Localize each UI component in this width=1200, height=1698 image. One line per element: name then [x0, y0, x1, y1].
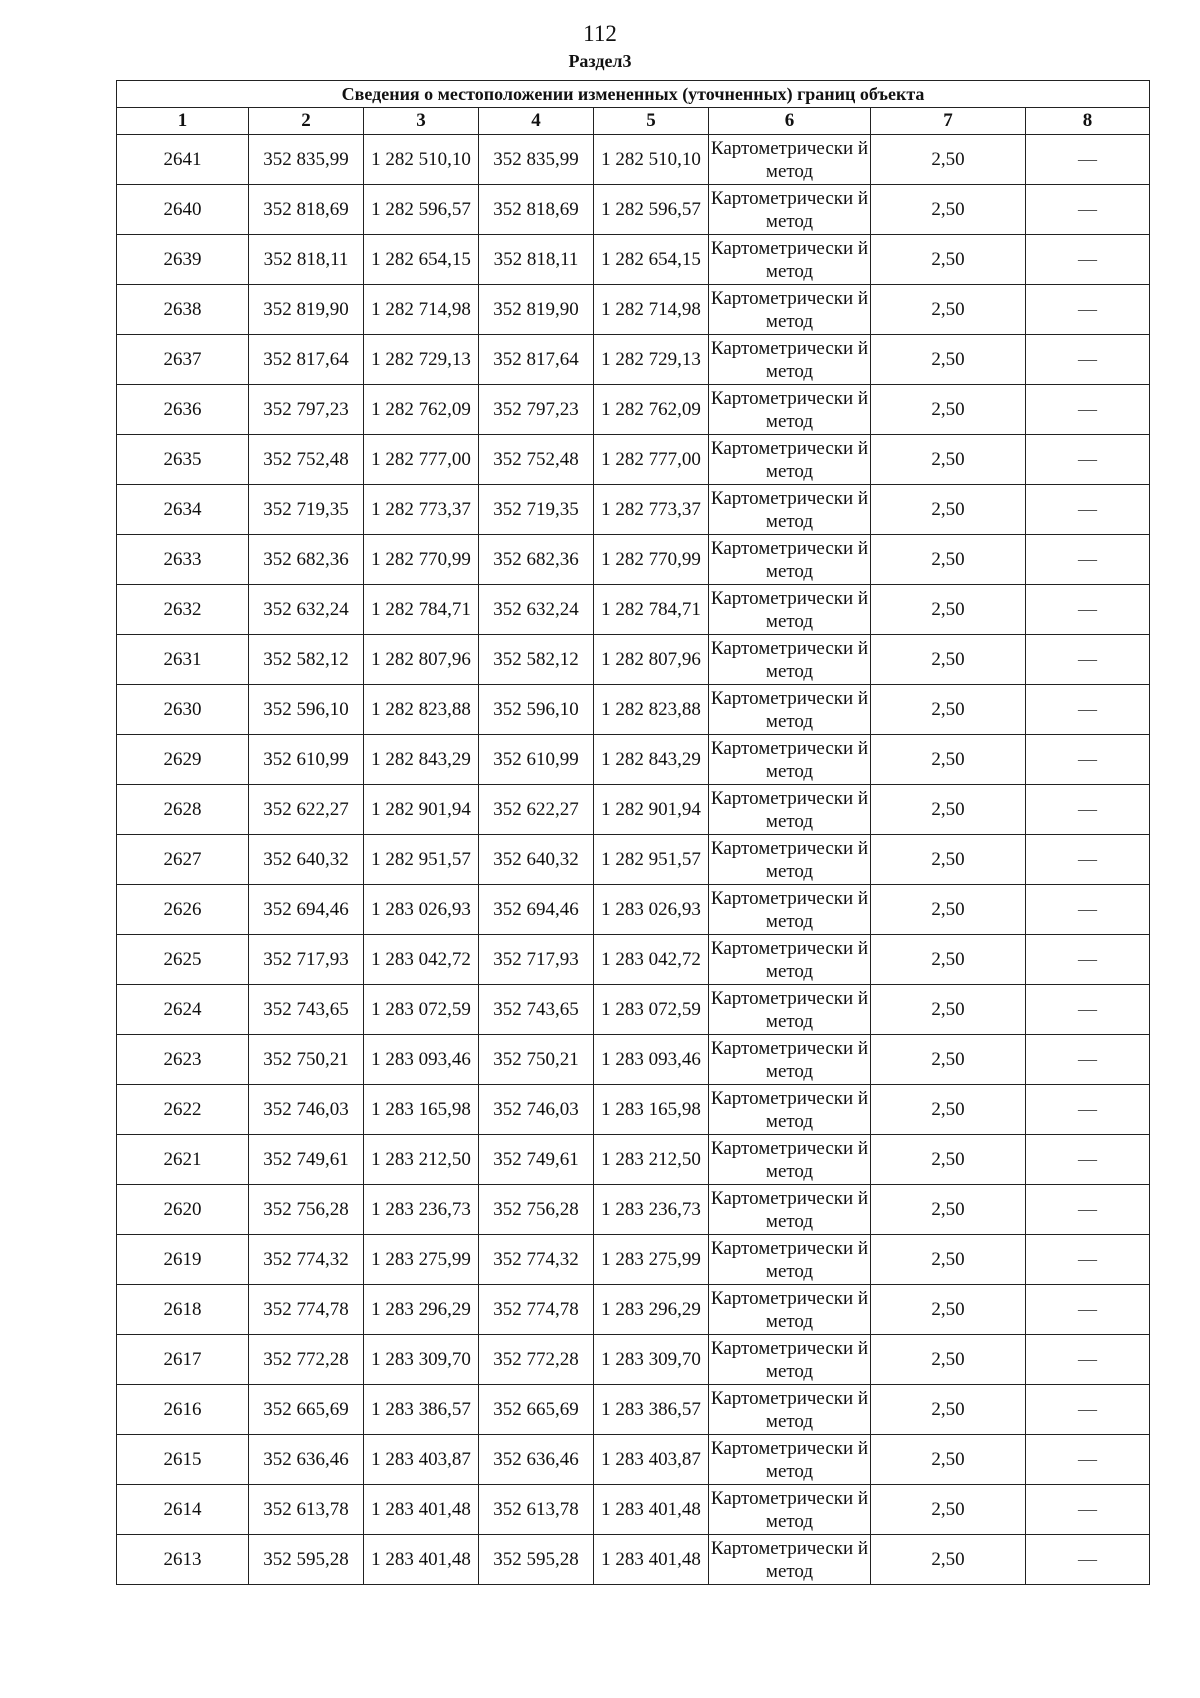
accuracy-cell: 2,50 — [871, 1085, 1026, 1135]
method-cell: Картометрически й метод — [709, 1385, 871, 1435]
y-new-cell: 1 283 026,93 — [594, 885, 709, 935]
y-old-cell: 1 283 212,50 — [364, 1135, 479, 1185]
x-old-cell: 352 622,27 — [249, 785, 364, 835]
y-new-cell: 1 282 784,71 — [594, 585, 709, 635]
point-number-cell: 2631 — [117, 635, 249, 685]
y-new-cell: 1 282 596,57 — [594, 185, 709, 235]
column-header: 4 — [479, 108, 594, 135]
y-new-cell: 1 282 729,13 — [594, 335, 709, 385]
accuracy-cell: 2,50 — [871, 1135, 1026, 1185]
method-cell: Картометрически й метод — [709, 935, 871, 985]
x-old-cell: 352 752,48 — [249, 435, 364, 485]
x-old-cell: 352 756,28 — [249, 1185, 364, 1235]
x-new-cell: 352 835,99 — [479, 135, 594, 185]
method-cell: Картометрически й метод — [709, 135, 871, 185]
point-number-cell: 2636 — [117, 385, 249, 435]
table-row — [117, 385, 1150, 435]
x-old-cell: 352 835,99 — [249, 135, 364, 185]
x-new-cell: 352 682,36 — [479, 535, 594, 585]
y-old-cell: 1 282 807,96 — [364, 635, 479, 685]
point-number-cell: 2629 — [117, 735, 249, 785]
y-old-cell: 1 283 296,29 — [364, 1285, 479, 1335]
y-new-cell: 1 283 165,98 — [594, 1085, 709, 1135]
table-row — [117, 1085, 1150, 1135]
y-old-cell: 1 283 026,93 — [364, 885, 479, 935]
accuracy-cell: 2,50 — [871, 685, 1026, 735]
accuracy-cell: 2,50 — [871, 1235, 1026, 1285]
method-cell: Картометрически й метод — [709, 585, 871, 635]
accuracy-cell: 2,50 — [871, 1035, 1026, 1085]
x-new-cell: 352 582,12 — [479, 635, 594, 685]
table-row — [117, 1285, 1150, 1335]
y-old-cell: 1 282 773,37 — [364, 485, 479, 535]
point-number-cell: 2634 — [117, 485, 249, 535]
x-old-cell: 352 596,10 — [249, 685, 364, 735]
x-new-cell: 352 746,03 — [479, 1085, 594, 1135]
x-old-cell: 352 582,12 — [249, 635, 364, 685]
accuracy-cell: 2,50 — [871, 1185, 1026, 1235]
table-row — [117, 435, 1150, 485]
description-cell: — — [1026, 435, 1150, 485]
method-cell: Картометрически й метод — [709, 1485, 871, 1535]
point-number-cell: 2618 — [117, 1285, 249, 1335]
description-cell: — — [1026, 335, 1150, 385]
y-old-cell: 1 282 729,13 — [364, 335, 479, 385]
accuracy-cell: 2,50 — [871, 1435, 1026, 1485]
y-old-cell: 1 283 309,70 — [364, 1335, 479, 1385]
x-new-cell: 352 632,24 — [479, 585, 594, 635]
x-old-cell: 352 750,21 — [249, 1035, 364, 1085]
description-cell: — — [1026, 1185, 1150, 1235]
description-cell: — — [1026, 1135, 1150, 1185]
y-new-cell: 1 283 072,59 — [594, 985, 709, 1035]
x-new-cell: 352 610,99 — [479, 735, 594, 785]
accuracy-cell: 2,50 — [871, 985, 1026, 1035]
y-old-cell: 1 283 093,46 — [364, 1035, 479, 1085]
boundary-coordinates-table — [116, 80, 1150, 1585]
description-cell: — — [1026, 285, 1150, 335]
x-new-cell: 352 694,46 — [479, 885, 594, 935]
point-number-cell: 2638 — [117, 285, 249, 335]
point-number-cell: 2625 — [117, 935, 249, 985]
column-header: 3 — [364, 108, 479, 135]
x-old-cell: 352 682,36 — [249, 535, 364, 585]
table-row — [117, 1135, 1150, 1185]
description-cell: — — [1026, 685, 1150, 735]
y-new-cell: 1 282 777,00 — [594, 435, 709, 485]
y-new-cell: 1 282 773,37 — [594, 485, 709, 535]
description-cell: — — [1026, 635, 1150, 685]
y-old-cell: 1 282 823,88 — [364, 685, 479, 735]
y-new-cell: 1 282 714,98 — [594, 285, 709, 335]
x-new-cell: 352 818,11 — [479, 235, 594, 285]
description-cell: — — [1026, 1385, 1150, 1435]
description-cell: — — [1026, 935, 1150, 985]
column-header: 1 — [117, 108, 249, 135]
method-cell: Картометрически й метод — [709, 385, 871, 435]
y-old-cell: 1 282 777,00 — [364, 435, 479, 485]
method-cell: Картометрически й метод — [709, 1435, 871, 1485]
y-old-cell: 1 283 072,59 — [364, 985, 479, 1035]
table-row — [117, 1335, 1150, 1385]
y-new-cell: 1 283 403,87 — [594, 1435, 709, 1485]
y-old-cell: 1 283 401,48 — [364, 1485, 479, 1535]
method-cell: Картометрически й метод — [709, 485, 871, 535]
y-new-cell: 1 282 823,88 — [594, 685, 709, 735]
method-cell: Картометрически й метод — [709, 985, 871, 1035]
point-number-cell: 2637 — [117, 335, 249, 385]
table-row — [117, 1535, 1150, 1585]
method-cell: Картометрически й метод — [709, 885, 871, 935]
x-old-cell: 352 797,23 — [249, 385, 364, 435]
point-number-cell: 2623 — [117, 1035, 249, 1085]
y-new-cell: 1 283 401,48 — [594, 1535, 709, 1585]
point-number-cell: 2615 — [117, 1435, 249, 1485]
method-cell: Картометрически й метод — [709, 1035, 871, 1085]
point-number-cell: 2616 — [117, 1385, 249, 1435]
table-row — [117, 235, 1150, 285]
table-row — [117, 635, 1150, 685]
accuracy-cell: 2,50 — [871, 1335, 1026, 1385]
x-old-cell: 352 818,11 — [249, 235, 364, 285]
x-new-cell: 352 818,69 — [479, 185, 594, 235]
y-old-cell: 1 282 901,94 — [364, 785, 479, 835]
table-row — [117, 885, 1150, 935]
page-number: 112 — [583, 21, 617, 46]
accuracy-cell: 2,50 — [871, 335, 1026, 385]
method-cell: Картометрически й метод — [709, 635, 871, 685]
accuracy-cell: 2,50 — [871, 585, 1026, 635]
x-old-cell: 352 817,64 — [249, 335, 364, 385]
x-new-cell: 352 750,21 — [479, 1035, 594, 1085]
table-row — [117, 685, 1150, 735]
point-number-cell: 2620 — [117, 1185, 249, 1235]
y-new-cell: 1 282 843,29 — [594, 735, 709, 785]
y-new-cell: 1 283 401,48 — [594, 1485, 709, 1535]
accuracy-cell: 2,50 — [871, 935, 1026, 985]
y-new-cell: 1 283 309,70 — [594, 1335, 709, 1385]
y-old-cell: 1 282 843,29 — [364, 735, 479, 785]
x-old-cell: 352 640,32 — [249, 835, 364, 885]
x-old-cell: 352 636,46 — [249, 1435, 364, 1485]
description-cell: — — [1026, 1035, 1150, 1085]
table-row — [117, 735, 1150, 785]
y-new-cell: 1 282 510,10 — [594, 135, 709, 185]
method-cell: Картометрически й метод — [709, 685, 871, 735]
table-row — [117, 835, 1150, 885]
y-new-cell: 1 283 093,46 — [594, 1035, 709, 1085]
x-old-cell: 352 595,28 — [249, 1535, 364, 1585]
y-old-cell: 1 283 165,98 — [364, 1085, 479, 1135]
y-new-cell: 1 283 212,50 — [594, 1135, 709, 1185]
y-old-cell: 1 283 042,72 — [364, 935, 479, 985]
description-cell: — — [1026, 1285, 1150, 1335]
table-row — [117, 585, 1150, 635]
column-header: 5 — [594, 108, 709, 135]
accuracy-cell: 2,50 — [871, 835, 1026, 885]
method-cell: Картометрически й метод — [709, 1335, 871, 1385]
point-number-cell: 2641 — [117, 135, 249, 185]
x-new-cell: 352 819,90 — [479, 285, 594, 335]
description-cell: — — [1026, 785, 1150, 835]
table-row — [117, 285, 1150, 335]
point-number-cell: 2624 — [117, 985, 249, 1035]
point-number-cell: 2628 — [117, 785, 249, 835]
method-cell: Картометрически й метод — [709, 1285, 871, 1335]
x-new-cell: 352 636,46 — [479, 1435, 594, 1485]
y-old-cell: 1 282 654,15 — [364, 235, 479, 285]
point-number-cell: 2621 — [117, 1135, 249, 1185]
x-old-cell: 352 610,99 — [249, 735, 364, 785]
accuracy-cell: 2,50 — [871, 1535, 1026, 1585]
accuracy-cell: 2,50 — [871, 535, 1026, 585]
y-new-cell: 1 283 386,57 — [594, 1385, 709, 1435]
description-cell: — — [1026, 1435, 1150, 1485]
x-new-cell: 352 797,23 — [479, 385, 594, 435]
table-row — [117, 135, 1150, 185]
accuracy-cell: 2,50 — [871, 185, 1026, 235]
table-row — [117, 185, 1150, 235]
x-old-cell: 352 719,35 — [249, 485, 364, 535]
column-number-row — [117, 108, 1150, 135]
description-cell: — — [1026, 1335, 1150, 1385]
point-number-cell: 2626 — [117, 885, 249, 935]
point-number-cell: 2613 — [117, 1535, 249, 1585]
point-number-cell: 2614 — [117, 1485, 249, 1535]
x-old-cell: 352 632,24 — [249, 585, 364, 635]
point-number-cell: 2630 — [117, 685, 249, 735]
x-new-cell: 352 613,78 — [479, 1485, 594, 1535]
column-header: 7 — [871, 108, 1026, 135]
x-new-cell: 352 622,27 — [479, 785, 594, 835]
x-old-cell: 352 774,32 — [249, 1235, 364, 1285]
y-old-cell: 1 283 236,73 — [364, 1185, 479, 1235]
description-cell: — — [1026, 135, 1150, 185]
x-old-cell: 352 749,61 — [249, 1135, 364, 1185]
y-old-cell: 1 283 401,48 — [364, 1535, 479, 1585]
y-new-cell: 1 282 807,96 — [594, 635, 709, 685]
description-cell: — — [1026, 835, 1150, 885]
x-old-cell: 352 746,03 — [249, 1085, 364, 1135]
x-new-cell: 352 774,32 — [479, 1235, 594, 1285]
y-old-cell: 1 282 951,57 — [364, 835, 479, 885]
point-number-cell: 2640 — [117, 185, 249, 235]
point-number-cell: 2619 — [117, 1235, 249, 1285]
x-old-cell: 352 818,69 — [249, 185, 364, 235]
point-number-cell: 2632 — [117, 585, 249, 635]
accuracy-cell: 2,50 — [871, 1285, 1026, 1335]
x-old-cell: 352 665,69 — [249, 1385, 364, 1435]
accuracy-cell: 2,50 — [871, 1485, 1026, 1535]
x-new-cell: 352 640,32 — [479, 835, 594, 885]
method-cell: Картометрически й метод — [709, 735, 871, 785]
table-row — [117, 335, 1150, 385]
x-new-cell: 352 596,10 — [479, 685, 594, 735]
accuracy-cell: 2,50 — [871, 435, 1026, 485]
accuracy-cell: 2,50 — [871, 235, 1026, 285]
x-new-cell: 352 719,35 — [479, 485, 594, 535]
column-header: 6 — [709, 108, 871, 135]
x-new-cell: 352 817,64 — [479, 335, 594, 385]
point-number-cell: 2635 — [117, 435, 249, 485]
accuracy-cell: 2,50 — [871, 285, 1026, 335]
description-cell: — — [1026, 885, 1150, 935]
table-row — [117, 1485, 1150, 1535]
y-new-cell: 1 282 762,09 — [594, 385, 709, 435]
method-cell: Картометрически й метод — [709, 435, 871, 485]
description-cell: — — [1026, 985, 1150, 1035]
accuracy-cell: 2,50 — [871, 785, 1026, 835]
description-cell: — — [1026, 535, 1150, 585]
accuracy-cell: 2,50 — [871, 885, 1026, 935]
point-number-cell: 2633 — [117, 535, 249, 585]
y-old-cell: 1 283 386,57 — [364, 1385, 479, 1435]
method-cell: Картометрически й метод — [709, 1135, 871, 1185]
accuracy-cell: 2,50 — [871, 135, 1026, 185]
x-new-cell: 352 774,78 — [479, 1285, 594, 1335]
table-row — [117, 1035, 1150, 1085]
table-row — [117, 985, 1150, 1035]
x-old-cell: 352 819,90 — [249, 285, 364, 335]
x-old-cell: 352 774,78 — [249, 1285, 364, 1335]
method-cell: Картометрически й метод — [709, 535, 871, 585]
x-new-cell: 352 752,48 — [479, 435, 594, 485]
x-new-cell: 352 756,28 — [479, 1185, 594, 1235]
x-old-cell: 352 743,65 — [249, 985, 364, 1035]
accuracy-cell: 2,50 — [871, 635, 1026, 685]
table-row — [117, 1235, 1150, 1285]
description-cell: — — [1026, 735, 1150, 785]
x-old-cell: 352 772,28 — [249, 1335, 364, 1385]
description-cell: — — [1026, 235, 1150, 285]
accuracy-cell: 2,50 — [871, 735, 1026, 785]
x-old-cell: 352 694,46 — [249, 885, 364, 935]
y-new-cell: 1 283 296,29 — [594, 1285, 709, 1335]
x-new-cell: 352 743,65 — [479, 985, 594, 1035]
y-new-cell: 1 282 951,57 — [594, 835, 709, 885]
y-old-cell: 1 282 510,10 — [364, 135, 479, 185]
table-row — [117, 1385, 1150, 1435]
point-number-cell: 2617 — [117, 1335, 249, 1385]
table-row — [117, 935, 1150, 985]
table-row — [117, 535, 1150, 585]
y-old-cell: 1 283 403,87 — [364, 1435, 479, 1485]
x-new-cell: 352 772,28 — [479, 1335, 594, 1385]
point-number-cell: 2627 — [117, 835, 249, 885]
description-cell: — — [1026, 585, 1150, 635]
table-caption: Сведения о местоположении измененных (уточненных) границ объекта — [117, 81, 1150, 108]
description-cell: — — [1026, 1235, 1150, 1285]
description-cell: — — [1026, 1485, 1150, 1535]
y-old-cell: 1 282 784,71 — [364, 585, 479, 635]
y-new-cell: 1 283 236,73 — [594, 1185, 709, 1235]
y-old-cell: 1 282 770,99 — [364, 535, 479, 585]
y-old-cell: 1 282 762,09 — [364, 385, 479, 435]
description-cell: — — [1026, 1535, 1150, 1585]
method-cell: Картометрически й метод — [709, 1185, 871, 1235]
method-cell: Картометрически й метод — [709, 835, 871, 885]
x-new-cell: 352 749,61 — [479, 1135, 594, 1185]
y-old-cell: 1 282 714,98 — [364, 285, 479, 335]
y-old-cell: 1 282 596,57 — [364, 185, 479, 235]
method-cell: Картометрически й метод — [709, 1085, 871, 1135]
accuracy-cell: 2,50 — [871, 1385, 1026, 1435]
table-row — [117, 1185, 1150, 1235]
table-row — [117, 485, 1150, 535]
accuracy-cell: 2,50 — [871, 385, 1026, 435]
x-new-cell: 352 717,93 — [479, 935, 594, 985]
description-cell: — — [1026, 1085, 1150, 1135]
method-cell: Картометрически й метод — [709, 285, 871, 335]
column-header: 2 — [249, 108, 364, 135]
x-new-cell: 352 665,69 — [479, 1385, 594, 1435]
y-new-cell: 1 282 654,15 — [594, 235, 709, 285]
point-number-cell: 2639 — [117, 235, 249, 285]
table-body — [117, 135, 1150, 1585]
x-old-cell: 352 613,78 — [249, 1485, 364, 1535]
accuracy-cell: 2,50 — [871, 485, 1026, 535]
table-row — [117, 1435, 1150, 1485]
method-cell: Картометрически й метод — [709, 785, 871, 835]
y-new-cell: 1 283 275,99 — [594, 1235, 709, 1285]
description-cell: — — [1026, 385, 1150, 435]
x-new-cell: 352 595,28 — [479, 1535, 594, 1585]
y-old-cell: 1 283 275,99 — [364, 1235, 479, 1285]
section-title: Раздел3 — [568, 51, 632, 71]
description-cell: — — [1026, 485, 1150, 535]
y-new-cell: 1 283 042,72 — [594, 935, 709, 985]
description-cell: — — [1026, 185, 1150, 235]
method-cell: Картометрически й метод — [709, 1235, 871, 1285]
point-number-cell: 2622 — [117, 1085, 249, 1135]
method-cell: Картометрически й метод — [709, 185, 871, 235]
method-cell: Картометрически й метод — [709, 335, 871, 385]
method-cell: Картометрически й метод — [709, 235, 871, 285]
x-old-cell: 352 717,93 — [249, 935, 364, 985]
y-new-cell: 1 282 770,99 — [594, 535, 709, 585]
y-new-cell: 1 282 901,94 — [594, 785, 709, 835]
method-cell: Картометрически й метод — [709, 1535, 871, 1585]
table-row — [117, 785, 1150, 835]
column-header: 8 — [1026, 108, 1150, 135]
